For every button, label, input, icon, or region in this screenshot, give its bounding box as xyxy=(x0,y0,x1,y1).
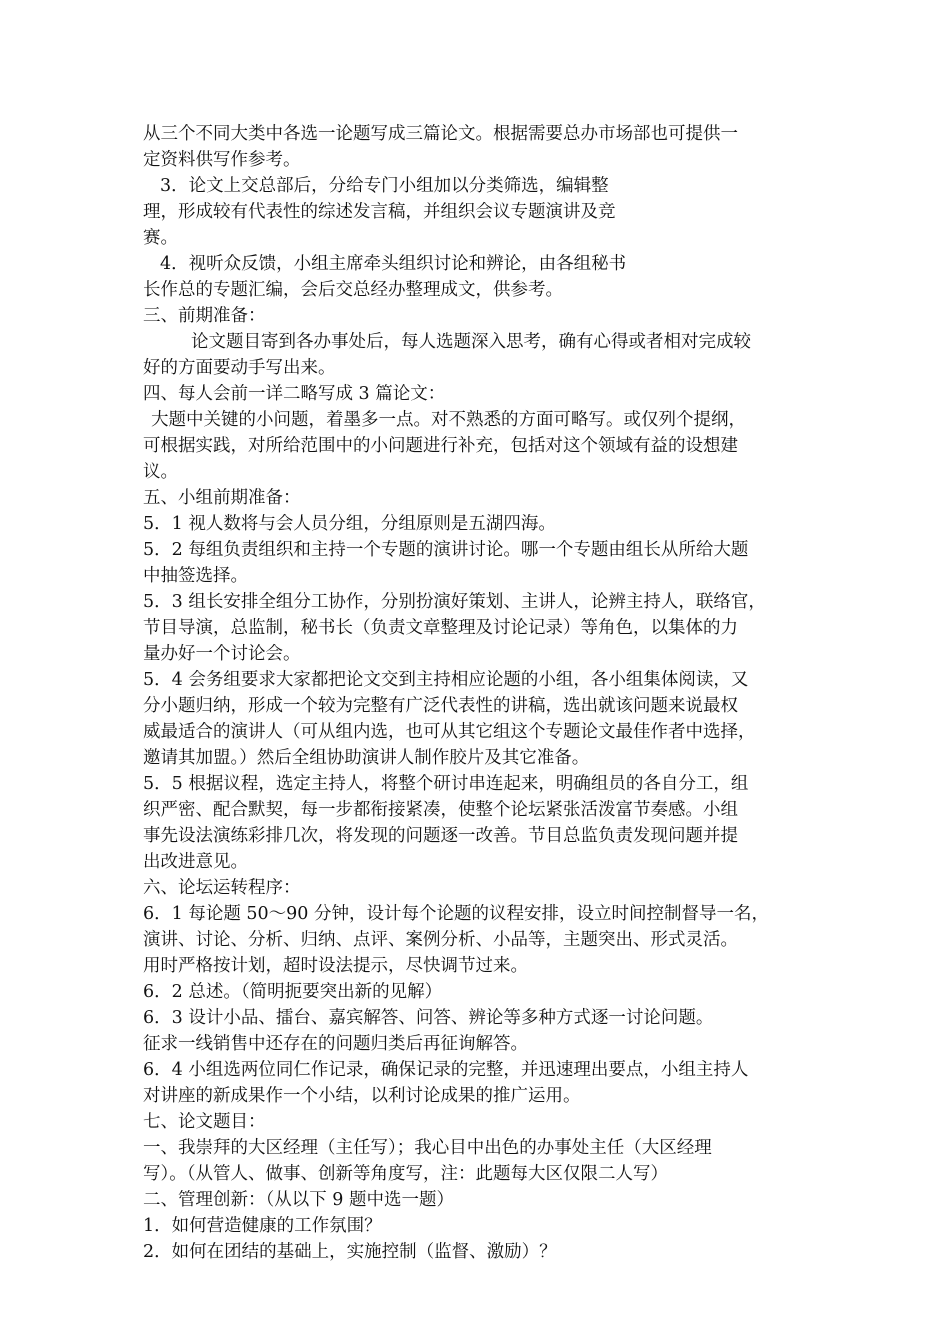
text-line: 长作总的专题汇编，会后交总经办整理成文，供参考。 xyxy=(143,280,563,300)
text-line: 分小题归纳，形成一个较为完整有广泛代表性的讲稿，选出就该问题来说最权 xyxy=(143,696,738,716)
section-heading: 四、每人会前一详二略写成 3 篇论文： xyxy=(143,384,446,404)
text-line: 4．视听众反馈，小组主席牵头组织讨论和辨论，由各组秘书 xyxy=(160,254,627,274)
text-line: 可根据实践，对所给范围中的小问题进行补充，包括对这个领域有益的设想建 xyxy=(143,436,738,456)
text-line: 6．2 总述。（简明扼要突出新的见解） xyxy=(143,982,443,1002)
text-line: 中抽签选择。 xyxy=(143,566,248,586)
section-heading: 七、论文题目： xyxy=(143,1112,266,1132)
text-line: 6．4 小组选两位同仁作记录，确保记录的完整，并迅速理出要点，小组主持人 xyxy=(143,1060,749,1080)
text-line: 用时严格按计划，超时设法提示，尽快调节过来。 xyxy=(143,956,528,976)
text-line: 威最适合的演讲人（可从组内选，也可从其它组这个专题论文最佳作者中选择， xyxy=(143,722,756,742)
text-line: 6．1 每论题 50～90 分钟，设计每个论题的议程安排，设立时间控制督导一名， xyxy=(143,904,769,924)
text-line: 演讲、讨论、分析、归纳、点评、案例分析、小品等，主题突出、形式灵活。 xyxy=(143,930,738,950)
text-line: 一、我崇拜的大区经理（主任写）；我心目中出色的办事处主任（大区经理 xyxy=(143,1138,712,1158)
text-line: 大题中关键的小问题，着墨多一点。对不熟悉的方面可略写。或仅列个提纲， xyxy=(151,410,746,430)
text-line: 写）。（从管人、做事、创新等角度写，注：此题每大区仅限二人写） xyxy=(143,1164,668,1184)
text-line: 事先设法演练彩排几次，将发现的问题逐一改善。节目总监负责发现问题并提 xyxy=(143,826,738,846)
text-line: 1．如何营造健康的工作氛围？ xyxy=(143,1216,382,1236)
text-line: 织严密、配合默契，每一步都衔接紧凑，使整个论坛紧张活泼富节奏感。小组 xyxy=(143,800,738,820)
text-line: 3．论文上交总部后，分给专门小组加以分类筛选，编辑整 xyxy=(160,176,609,196)
text-line: 议。 xyxy=(143,462,178,482)
text-line: 对讲座的新成果作一个小结，以利讨论成果的推广运用。 xyxy=(143,1086,581,1106)
text-line: 5．4 会务组要求大家都把论文交到主持相应论题的小组，各小组集体阅读，又 xyxy=(143,670,749,690)
text-line: 邀请其加盟。）然后全组协助演讲人制作胶片及其它准备。 xyxy=(143,748,590,768)
text-line: 5．3 组长安排全组分工协作，分别扮演好策划、主讲人，论辨主持人，联络官， xyxy=(143,592,766,612)
text-line: 量办好一个讨论会。 xyxy=(143,644,301,664)
text-line: 5．1 视人数将与会人员分组，分组原则是五湖四海。 xyxy=(143,514,556,534)
text-line: 赛。 xyxy=(143,228,178,248)
text-line: 二、管理创新：（从以下 9 题中选一题） xyxy=(143,1190,455,1210)
text-line: 定资料供写作参考。 xyxy=(143,150,301,170)
section-heading: 六、论坛运转程序： xyxy=(143,878,301,898)
document-body xyxy=(143,121,815,1265)
text-line: 从三个不同大类中各选一论题写成三篇论文。根据需要总办市场部也可提供一 xyxy=(143,124,738,144)
section-heading: 三、前期准备： xyxy=(143,306,266,326)
text-line: 5．2 每组负责组织和主持一个专题的演讲讨论。哪一个专题由组长从所给大题 xyxy=(143,540,749,560)
text-line: 6．3 设计小品、擂台、嘉宾解答、问答、辨论等多种方式逐一讨论问题。 xyxy=(143,1008,714,1028)
text-line: 好的方面要动手写出来。 xyxy=(143,358,336,378)
text-line: 理，形成较有代表性的综述发言稿，并组织会议专题演讲及竞 xyxy=(143,202,616,222)
text-line: 2．如何在团结的基础上，实施控制（监督、激励）？ xyxy=(143,1242,557,1262)
section-heading: 五、小组前期准备： xyxy=(143,488,301,508)
text-line: 征求一线销售中还存在的问题归类后再征询解答。 xyxy=(143,1034,528,1054)
text-line: 5．5 根据议程，选定主持人，将整个研讨串连起来，明确组员的各自分工，组 xyxy=(143,774,749,794)
text-line: 出改进意见。 xyxy=(143,852,248,872)
text-line: 论文题目寄到各办事处后，每人选题深入思考，确有心得或者相对完成较 xyxy=(191,332,751,352)
text-line: 节目导演，总监制，秘书长（负责文章整理及讨论记录）等角色，以集体的力 xyxy=(143,618,738,638)
